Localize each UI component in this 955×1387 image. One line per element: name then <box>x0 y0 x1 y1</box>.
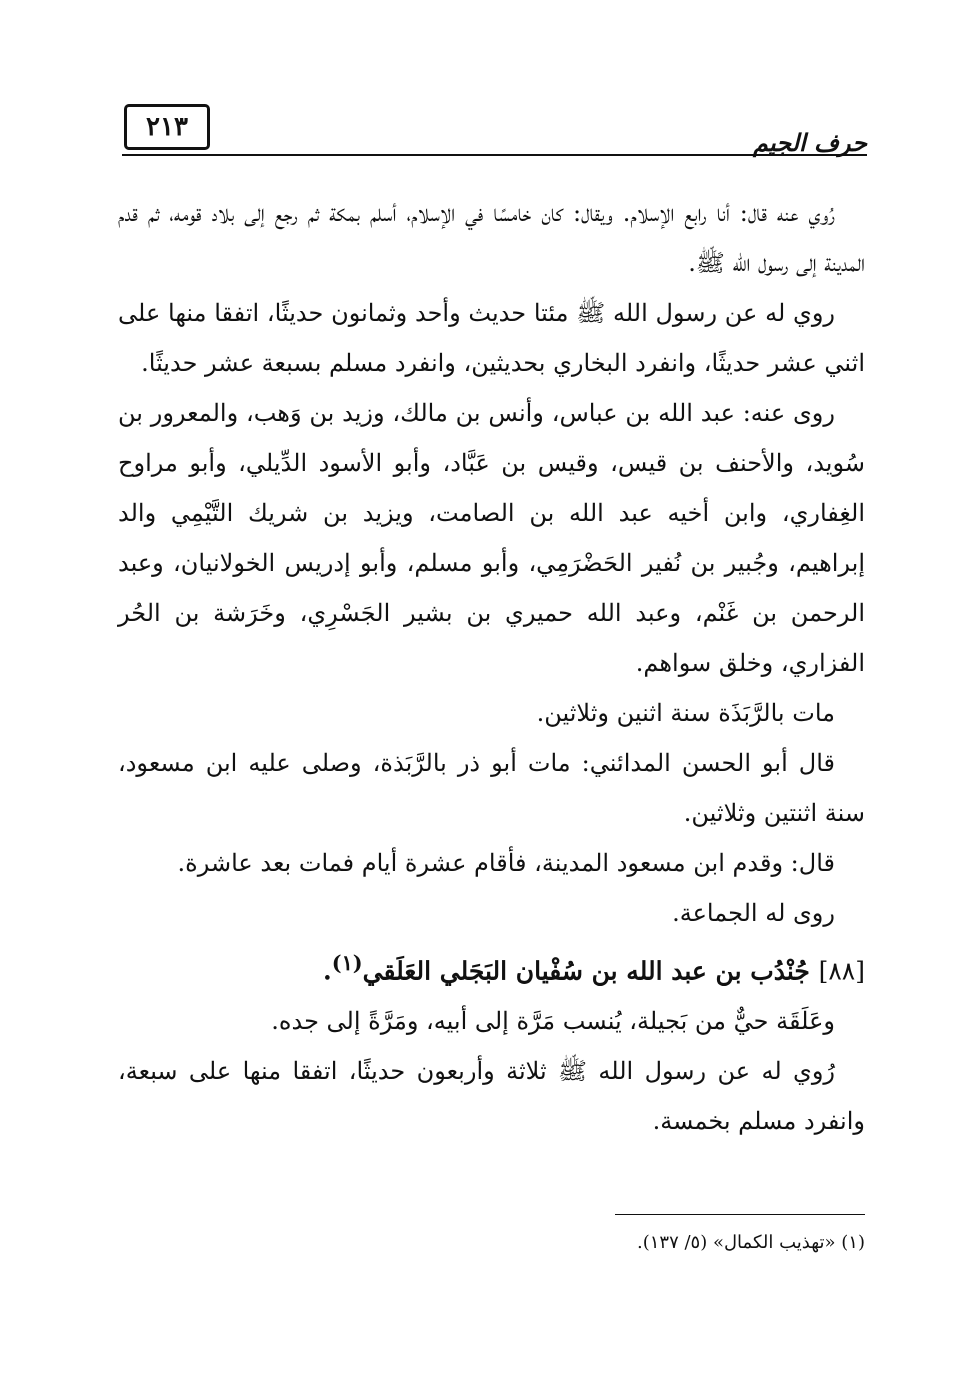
paragraph: روى عنه: عبد الله بن عباس، وأنس بن مالك، وزيد بن وَهب، والمعرور بن سُويد، والأحنف بن قيس، وقيس بن عَبَّاد، وأبو الأسود الدِّيلي، وأبو مراوح الغِفاري، وابن أخيه عبد الله بن الصامت، ويزيد بن شريك التَّيْمِي والد إبراهيم، وجُبير بن نُفير الحَضْرَمِي، وأبو مسلم، وأبو إدريس الخولانيان، وعبد الرحمن بن غَنْم، وعبد الله حميري بن بشير الجَسْرِي، وخَرَشة بن الحُر الفزاري، وخلق سواهم. <box>118 399 865 677</box>
header-rule <box>122 154 867 156</box>
paragraph: رُوي له عن رسول الله ﷺ ثلاثة وأربعون حديثًا، اتفقا منها على سبعة، وانفرد مسلم بخمسة. <box>118 1057 865 1136</box>
entry-title: جُنْدُب بن عبد الله بن سُفْيان البَجَلي العَلَقي <box>362 956 810 986</box>
footnote: (١) «تهذيب الكمال» (٥/ ١٣٧). <box>636 1232 865 1253</box>
paragraph: رُوي عنه قال: أنا رابع الإسلام. ويقال: كان خامسًا في الإسلام، أسلم بمكة ثم رجع إلى بلاد قومه، ثم قدم المدينة إلى رسول الله ﷺ. <box>118 199 865 277</box>
page-header <box>118 98 867 156</box>
paragraph: مات بالرَّبَذَة سنة اثنين وثلاثين. <box>536 699 835 727</box>
paragraph: قال: وقدم ابن مسعود المدينة، فأقام عشرة أيام فمات بعد عاشرة. <box>177 849 835 877</box>
footnote-marker: (١) <box>331 950 363 975</box>
entry-end: . <box>323 956 332 986</box>
footnote-rule <box>615 1214 865 1215</box>
page-number: ٢١٣ <box>124 104 210 150</box>
paragraph: قال أبو الحسن المدائني: مات أبو ذر بالرَّبَذة، وصلى عليه ابن مسعود، سنة اثنتين وثلاثين. <box>118 749 865 827</box>
paragraph: وعَلَقَة حيٌّ من بَجيلة، يُنسب مَرَّة إلى أبيه، ومَرَّةً إلى جده. <box>271 1007 835 1036</box>
paragraph: روي له عن رسول الله ﷺ مئتا حديث وأحد وثمانون حديثًا، اتفقا منها على اثني عشر حديثًا، وانفرد البخاري بحديثين، وانفرد مسلم بسبعة عشر حديثًا. <box>118 299 865 377</box>
body-text <box>118 188 865 1146</box>
paragraph: روى له الجماعة. <box>672 899 835 927</box>
entry-heading <box>118 938 865 996</box>
entry-number: [٨٨] <box>818 956 865 986</box>
running-head: حرف الجيم <box>753 128 867 157</box>
